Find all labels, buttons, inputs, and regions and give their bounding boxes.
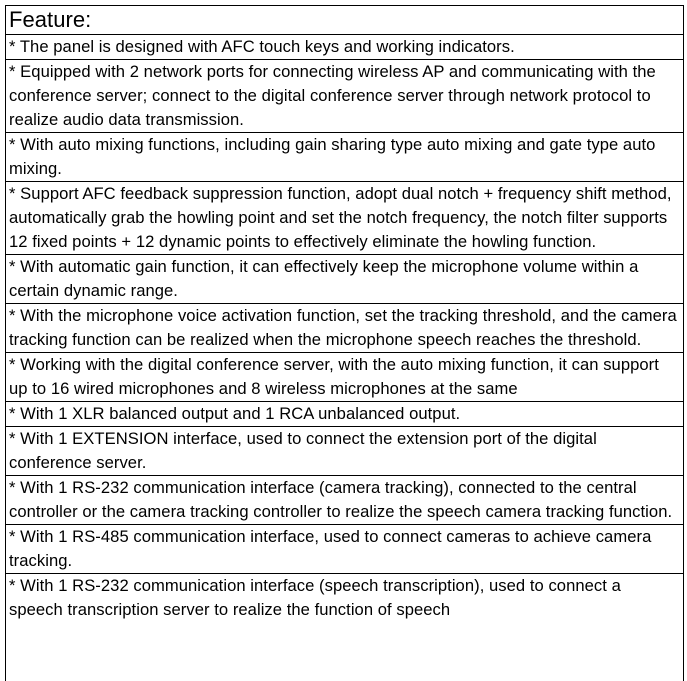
feature-row: * The panel is designed with AFC touch keys and working indicators. — [6, 35, 683, 60]
feature-row: * Equipped with 2 network ports for connecting wireless AP and communicating with the conference server; connect to the digital conference server through network protocol to realize audio data transmission. — [6, 60, 683, 133]
feature-row: * With automatic gain function, it can effectively keep the microphone volume within a certain dynamic range. — [6, 255, 683, 304]
feature-row: * With auto mixing functions, including gain sharing type auto mixing and gate type auto mixing. — [6, 133, 683, 182]
feature-row: * With 1 RS-485 communication interface, used to connect cameras to achieve camera tracking. — [6, 525, 683, 574]
feature-table — [5, 5, 684, 681]
feature-row: * With 1 XLR balanced output and 1 RCA unbalanced output. — [6, 402, 683, 427]
feature-row: * Support AFC feedback suppression function, adopt dual notch + frequency shift method, automatically grab the howling point and set the notch frequency, the notch filter supports 12 fixed points + 12 dynamic points to effectively eliminate the howling function. — [6, 182, 683, 255]
feature-row: * With 1 RS-232 communication interface (camera tracking), connected to the central controller or the camera tracking controller to realize the speech camera tracking function. — [6, 476, 683, 525]
feature-row: * With 1 RS-232 communication interface (speech transcription), used to connect a speech transcription server to realize the function of speech — [9, 576, 621, 619]
feature-row: * With 1 EXTENSION interface, used to connect the extension port of the digital conference server. — [6, 427, 683, 476]
feature-row: * Working with the digital conference server, with the auto mixing function, it can support up to 16 wired microphones and 8 wireless microphones at the same — [6, 353, 683, 402]
feature-row: * With the microphone voice activation function, set the tracking threshold, and the camera tracking function can be realized when the microphone speech reaches the threshold. — [6, 304, 683, 353]
feature-header: Feature: — [6, 6, 683, 35]
